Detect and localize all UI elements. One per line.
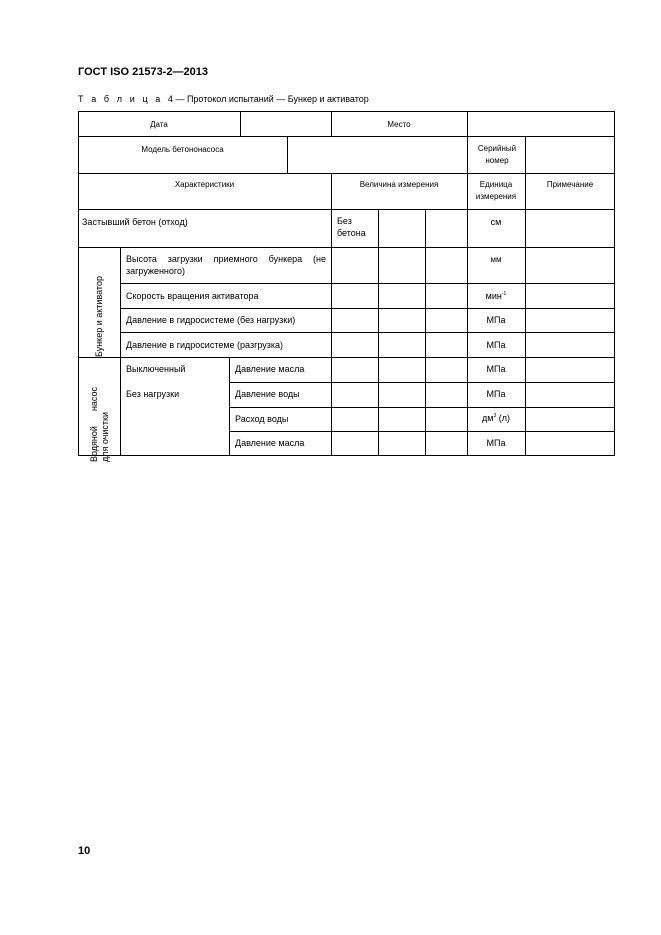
hydraulic-pressure-unload-unit: МПа: [486, 340, 506, 350]
serial-number-label: Серийный номер: [477, 144, 517, 165]
hardened-concrete-unit: см: [490, 217, 502, 227]
pump-model-label: Модель бетононасоса: [141, 145, 224, 154]
measurement-header: Величина измерения: [359, 180, 439, 189]
water-flow-unit-base: дм: [482, 413, 494, 423]
oil-pressure-no-load-label: Давление масла: [235, 438, 305, 448]
activator-speed-unit: [467, 290, 525, 302]
oil-pressure-no-load-unit: МПа: [486, 438, 506, 448]
hydraulic-pressure-no-load-unit: МПа: [486, 315, 506, 325]
place-label: Место: [387, 120, 411, 129]
water-flow-label: Расход воды: [235, 414, 289, 424]
oil-pressure-off-label: Давление масла: [235, 364, 305, 374]
hydraulic-pressure-no-load-label: Давление в гидросистеме (без нагрузки): [126, 315, 296, 325]
water-flow-unit: [467, 412, 525, 424]
caption-prefix: Т а б л и ц а: [78, 94, 163, 104]
pump-off-label: Выключенный: [126, 364, 186, 374]
hydraulic-pressure-unload-label: Давление в гидросистеме (разгрузка): [126, 340, 284, 350]
table-caption: [78, 94, 369, 104]
water-flow-unit-exponent: 3: [493, 413, 497, 419]
document-standard-header: ГОСТ ISO 21573-2—2013: [78, 66, 208, 78]
water-pressure-label: Давление воды: [235, 389, 300, 399]
water-flow-unit-suffix: (л): [496, 413, 510, 423]
oil-pressure-off-unit: МПа: [486, 364, 506, 374]
hopper-load-height-unit: мм: [490, 255, 502, 264]
pump-no-load-label: Без нагрузки: [126, 389, 180, 399]
no-concrete-label: Без бетона: [337, 216, 366, 238]
hopper-activator-group-label: Бункер и активатор: [94, 276, 104, 357]
water-pump-label-line1: Водяной насос: [89, 386, 99, 462]
hardened-concrete-label: Застывший бетон (отход): [82, 217, 188, 227]
unit-header: Единица измерения: [475, 180, 517, 201]
characteristics-header: Характеристики: [174, 180, 235, 189]
hopper-load-height-label: Высота загрузки приемного бункера (не загруженного): [126, 254, 326, 276]
caption-number: 4: [167, 94, 173, 104]
water-pressure-unit: МПа: [486, 389, 506, 399]
activator-speed-unit-exponent: -1: [501, 291, 507, 297]
test-protocol-table: [78, 111, 615, 462]
water-pump-group-label: [89, 362, 111, 462]
activator-speed-unit-base: мин: [485, 291, 502, 301]
date-label: Дата: [150, 120, 168, 129]
table-grid-lines: [78, 111, 615, 456]
activator-speed-label: Скорость вращения активатора: [126, 291, 259, 301]
caption-text: — Протокол испытаний — Бункер и активатор: [175, 94, 369, 104]
note-header: Примечание: [546, 180, 594, 189]
water-pump-label-line2: для очистки: [100, 412, 110, 462]
page-number: 10: [78, 845, 91, 857]
